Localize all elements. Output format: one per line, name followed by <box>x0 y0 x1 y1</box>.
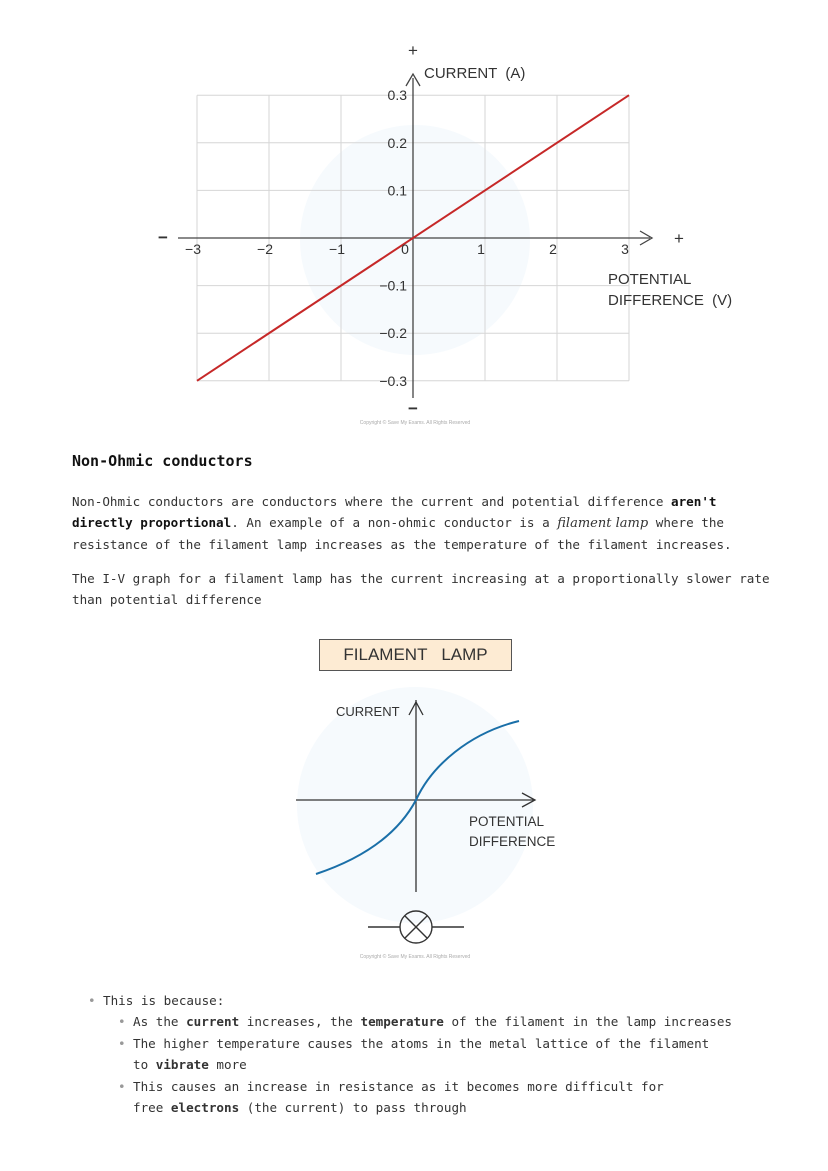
paragraph-iv-graph: The I-V graph for a filament lamp has the current increasing at a proportionally slower rate than potential difference <box>72 571 770 607</box>
y-minus-sign: − <box>408 399 418 418</box>
filament-lamp-title-box: FILAMENT LAMP <box>319 639 512 671</box>
tick-label: −0.1 <box>379 277 407 294</box>
x-axis-label-line2: DIFFERENCE <box>469 834 556 849</box>
x-minus-sign: − <box>158 228 168 247</box>
tick-label: −0.3 <box>379 372 407 389</box>
tick-label: 0.1 <box>387 182 407 199</box>
list-item: • This causes an increase in resistance as it becomes more difficult for free electrons (the current) to pass through <box>133 1076 673 1118</box>
p1-text: Non-Ohmic conductors are conductors where the current and potential difference <box>72 494 671 509</box>
tick-label: 3 <box>621 241 629 257</box>
copyright-note: Copyright © Save My Exams. All Rights Reserved <box>359 954 471 960</box>
x-axis-label-line1: POTENTIAL <box>469 814 545 829</box>
tick-label: 1 <box>477 241 485 257</box>
p1-text: . An example of a non-ohmic conductor is a <box>231 515 558 530</box>
y-axis-label: CURRENT <box>336 704 400 719</box>
y-axis-label: CURRENT (A) <box>424 65 526 82</box>
section-heading: Non-Ohmic conductors <box>72 452 253 470</box>
watermark-logo <box>297 687 533 923</box>
x-axis-label-line1: POTENTIAL <box>608 271 692 288</box>
paragraph-definition <box>72 491 772 555</box>
filament-lamp-graph <box>0 680 828 970</box>
tick-label: 0.2 <box>387 134 407 151</box>
watermark-logo <box>300 125 530 355</box>
x-plus-sign: + <box>674 229 684 248</box>
explanation-list <box>103 990 793 1119</box>
tick-label: −3 <box>185 241 201 257</box>
p1-text: where the resistance of the filament lamp increases as the temperature of the filament increases. <box>72 515 732 552</box>
list-item-text: This is because: <box>103 993 225 1008</box>
copyright-note: Copyright © Save My Exams. All Rights Reserved <box>359 420 471 426</box>
p1-italic: filament lamp <box>557 516 649 531</box>
ohmic-iv-graph <box>0 0 828 440</box>
list-item: • The higher temperature causes the atoms in the metal lattice of the filament to vibrate more <box>133 1033 713 1075</box>
list-item <box>103 990 793 1118</box>
tick-label: −2 <box>257 241 273 257</box>
tick-label: 0.3 <box>387 87 407 104</box>
tick-label: 0 <box>401 241 409 257</box>
y-plus-sign: + <box>408 41 418 60</box>
tick-label: 2 <box>549 241 557 257</box>
p1-bold: aren't directly proportional <box>72 494 717 530</box>
list-item: • As the current increases, the temperature of the filament in the lamp increases <box>133 1011 793 1032</box>
tick-label: −1 <box>329 241 345 257</box>
x-axis-label-line2: DIFFERENCE (V) <box>608 292 733 309</box>
tick-label: −0.2 <box>379 325 407 342</box>
